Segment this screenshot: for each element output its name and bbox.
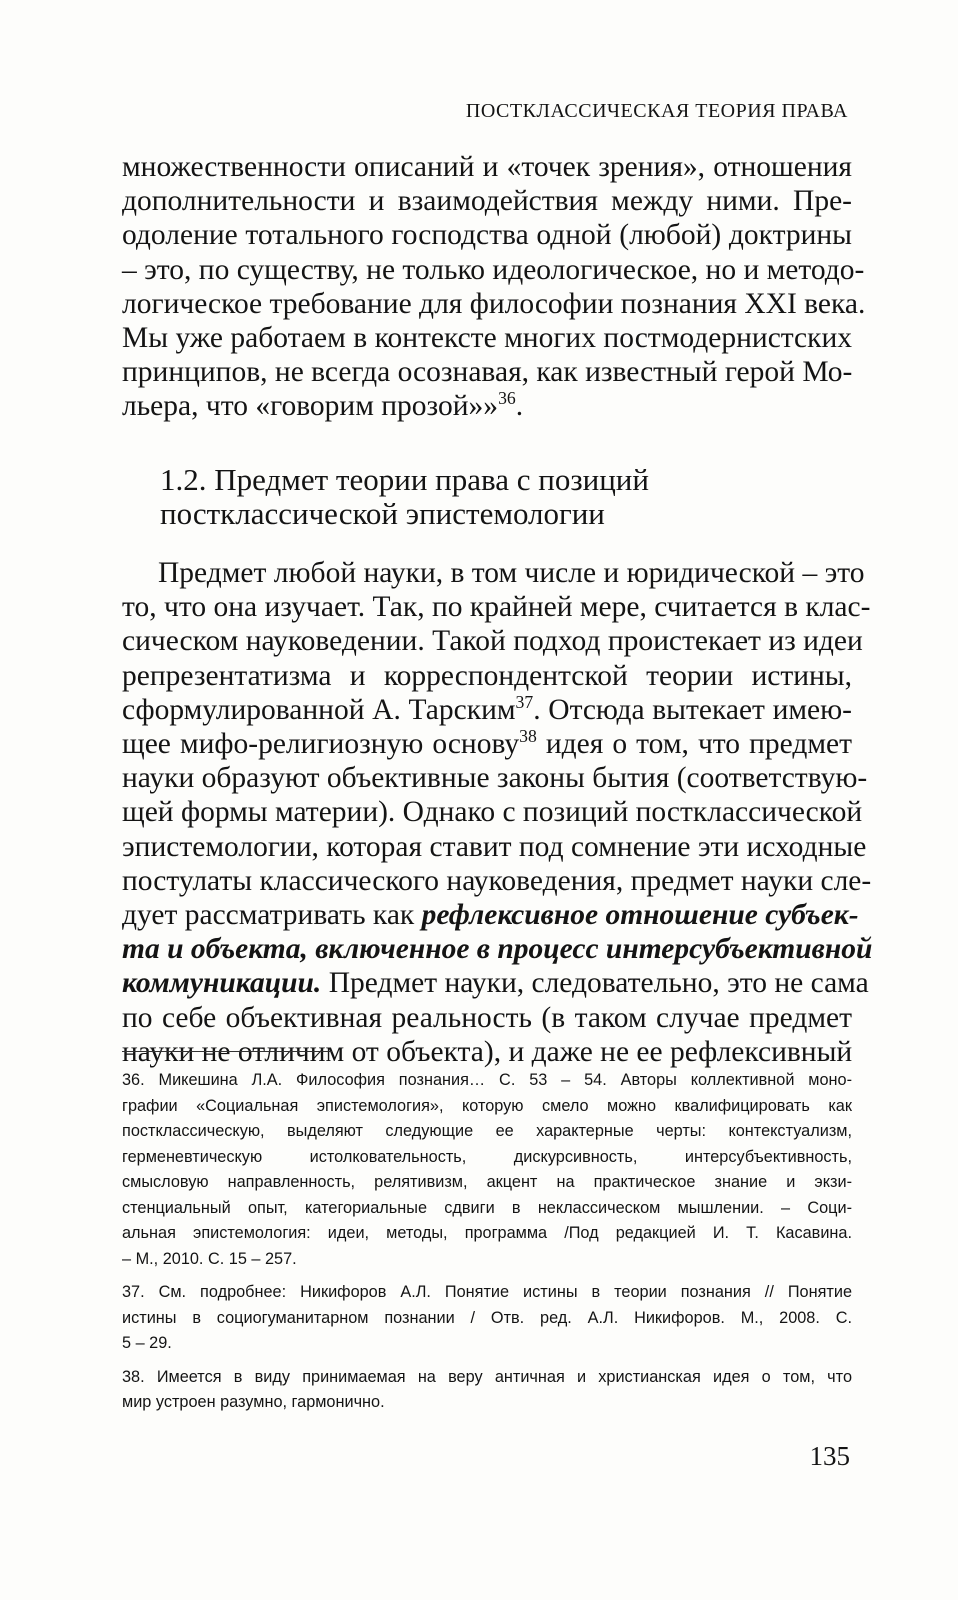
text-line	[122, 966, 869, 1000]
page-number: 135	[809, 1441, 850, 1471]
footnote-line: 5 – 29.	[122, 1334, 172, 1352]
text-line: репрезентатизма и корреспондентской теории истины,	[122, 659, 852, 692]
footnote-ref-36: 36	[498, 388, 516, 409]
text-line: по себе объективная реальность (в таком случае предмет	[122, 1001, 852, 1034]
footnote-line: мир устроен разумно, гармонично.	[122, 1393, 385, 1411]
section-heading-line: постклассической эпистемологии	[160, 496, 605, 531]
footnote-line: герменевтическую истолковательность, дискурсивность, интерсубъективность,	[122, 1147, 852, 1166]
footnote-line: 37. См. подробнее: Никифоров А.Л. Понятие истины в теории познания // Понятие	[122, 1283, 852, 1301]
footnote-line: постклассическую, выделяют следующие ее характерные черты: контекстуализм,	[122, 1122, 852, 1140]
text-line	[122, 389, 852, 423]
footnote-ref-37: 37	[515, 691, 534, 712]
main-paragraph	[122, 556, 873, 1069]
text-line: одоление тотального господства одной (любой) доктрины	[122, 219, 852, 252]
footnote-37	[122, 1280, 852, 1357]
text-line: логическое требование для философии познания XXI века.	[122, 287, 866, 320]
text-line: эпистемологии, которая ставит под сомнение эти исходные	[122, 830, 867, 863]
text-line: множественности описаний и «точек зрения», отношения	[122, 151, 852, 183]
text-fragment: льера, что «говорим прозой»»	[122, 390, 499, 423]
footnote-line: истины в социогуманитарном познании / Отв. ред. А.Л. Никифоров. М., 2008. С.	[122, 1308, 852, 1327]
text-fragment: сформулированной А. Тарским	[122, 693, 516, 726]
text-fragment: дует рассматривать как	[122, 899, 422, 932]
text-fragment: .	[515, 390, 524, 423]
footnote-line: смысловую направленность, релятивизм, акцент на практическое знание и экзи-	[122, 1173, 852, 1191]
text-line: – это, по существу, не только идеологическое, но и методо-	[122, 253, 865, 286]
footnote-line: альная эпистемология: идеи, методы, программа /Под редакцией И. Т. Касавина.	[122, 1224, 852, 1242]
text-line: сическом науковедении. Такой подход проистекает из идеи	[122, 625, 863, 658]
text-line	[122, 898, 859, 932]
text-line	[122, 693, 852, 727]
footnote-line: 36. Микешина Л.А. Философия познания… С. 53 – 54. Авторы коллективной моно-	[122, 1071, 852, 1089]
text-fragment: Предмет науки, следовательно, это не сама	[321, 967, 869, 1000]
text-line: принципов, не всегда осознавая, как известный герой Мо-	[122, 356, 853, 389]
text-line: науки не отличим от объекта), и даже не ее рефлексивный	[122, 1035, 853, 1068]
footnote-36	[122, 1068, 852, 1272]
text-line: Мы уже работаем в контексте многих постмодернистских	[122, 322, 852, 355]
intro-paragraph	[122, 150, 866, 424]
footnote-ref-38: 38	[519, 726, 537, 747]
footnote-line: 38. Имеется в виду принимаемая на веру античная и христианская идея о том, что	[122, 1367, 852, 1386]
text-fragment: идея о том, что предмет	[536, 728, 852, 761]
running-header: ПОСТКЛАССИЧЕСКАЯ ТЕОРИЯ ПРАВА	[465, 100, 848, 122]
emphasis-text: коммуникации.	[122, 967, 322, 1000]
text-line	[122, 727, 852, 761]
text-line: щей формы материи). Однако с позиций постклассической	[122, 796, 863, 829]
footnotes	[122, 1068, 852, 1424]
emphasis-line: та и объекта, включенное в процесс интерсубъективной	[122, 933, 873, 966]
section-heading-line: 1.2. Предмет теории права с позиций	[160, 462, 649, 497]
text-line: Предмет любой науки, в том числе и юридической – это	[158, 557, 865, 589]
text-line: дополнительности и взаимодействия между ними. Пре-	[122, 185, 852, 218]
text-line: то, что она изучает. Так, по крайней мере, считается в клас-	[122, 591, 871, 624]
footnote-38	[122, 1365, 852, 1416]
section-heading	[160, 463, 649, 531]
footnote-line: – М., 2010. С. 15 – 257.	[122, 1249, 297, 1268]
footnote-line: графии «Социальная эпистемология», которую смело можно квалифицировать как	[122, 1096, 852, 1115]
text-line: постулаты классического науковедения, предмет науки сле-	[122, 864, 872, 897]
text-line: науки образуют объективные законы бытия (соответствую-	[122, 762, 868, 795]
footnote-divider	[122, 1051, 332, 1052]
footnote-line: стенциальный опыт, категориальные сдвиги в неклассическом мышлении. – Соци-	[122, 1198, 852, 1217]
text-fragment: щее мифо-религиозную основу	[122, 728, 520, 761]
text-fragment: . Отсюда вытекает имею-	[533, 693, 853, 726]
emphasis-text: рефлексивное отношение субъек-	[421, 899, 859, 932]
